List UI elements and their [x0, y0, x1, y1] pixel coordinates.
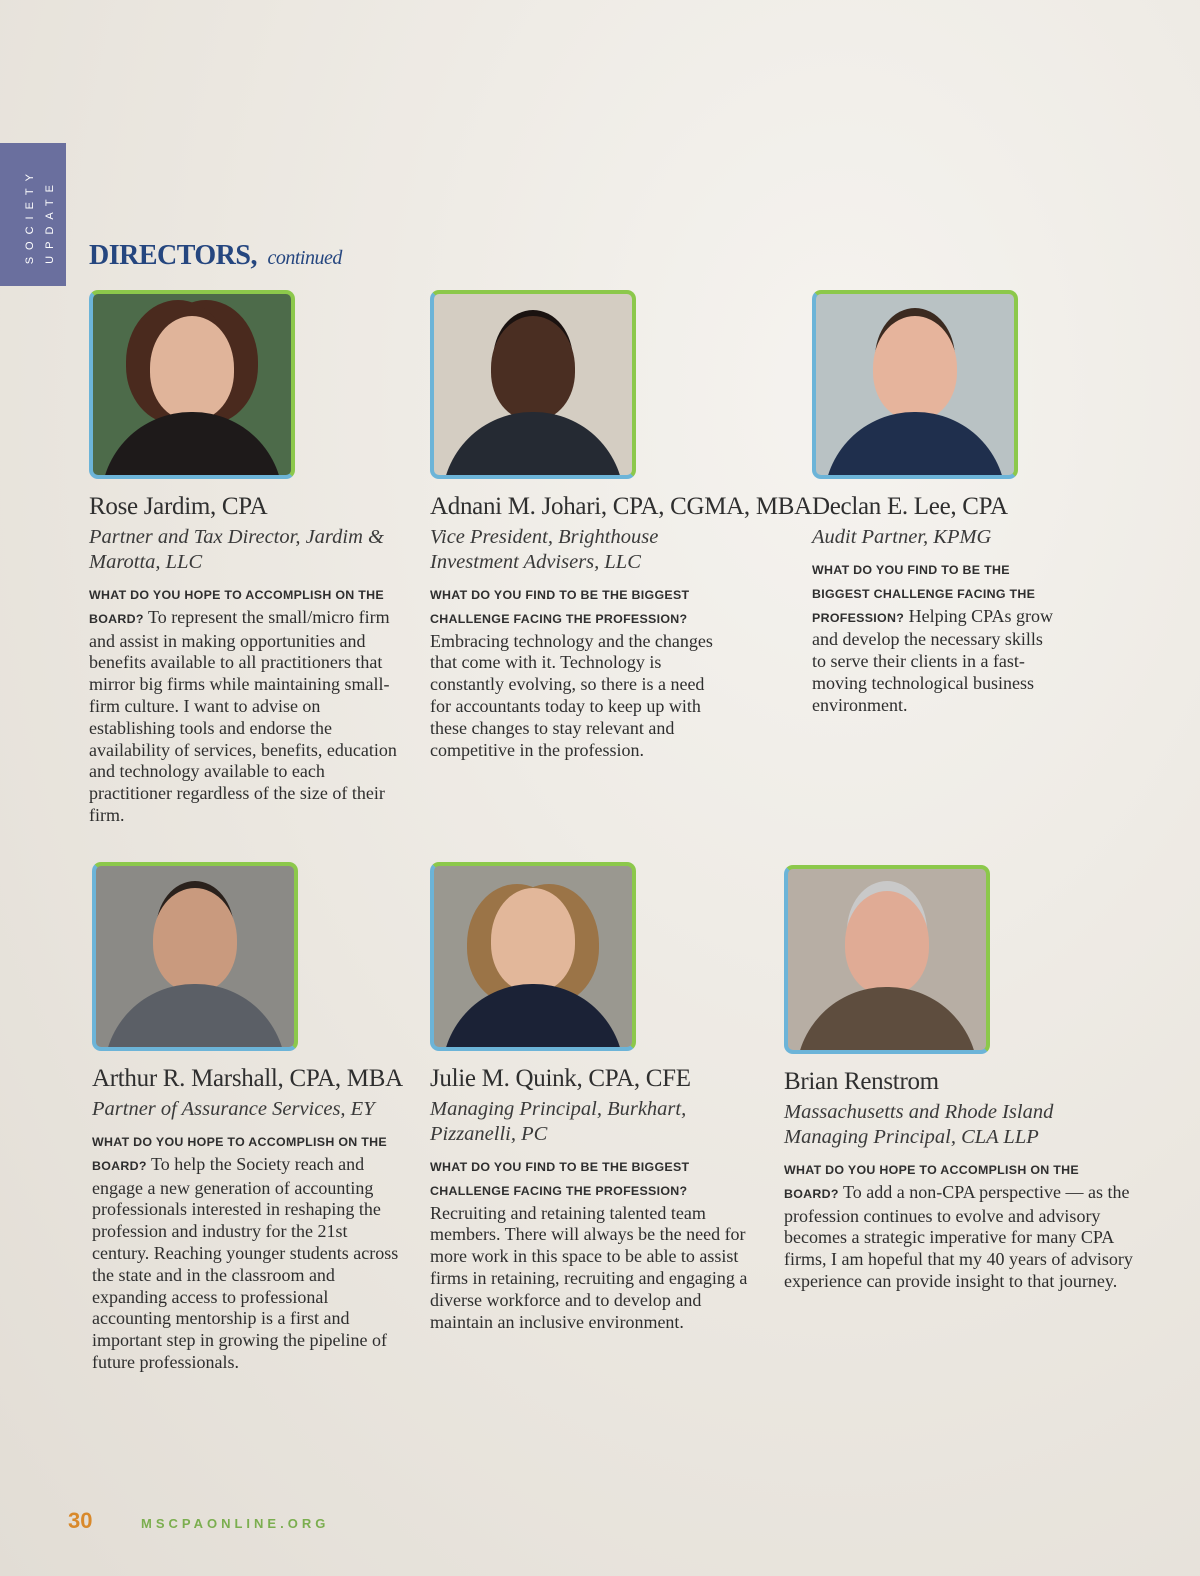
director-title: Vice President, Brighthouse Investment Advisers, LLC — [430, 526, 659, 573]
director-name: Julie M. Quink, CPA, CFE — [430, 1065, 691, 1092]
director-question: WHAT DO YOU HOPE TO ACCOMPLISH ON THE BOARD? — [784, 1163, 1079, 1201]
director-card-marshall — [92, 862, 408, 1374]
director-title: Audit Partner, KPMG — [812, 526, 992, 548]
director-card-renstrom — [784, 865, 1134, 1293]
section-tab — [0, 143, 66, 286]
director-answer: Recruiting and retaining talented team members. There will always be the need for more work in this space to be able to assist firms in retaining, recruiting and engaging a diverse workforce and to develop and maintain an inclusive environment. — [430, 1202, 748, 1332]
director-answer: Helping CPAs grow and develop the necessary skills to serve their clients in a fast-moving technological business environment. — [812, 605, 1053, 715]
director-answer: To represent the small/micro firm and assist in making opportunities and benefits available to all practitioners that mirror big firms while maintaining small-firm culture. I want to advise on establishing tools and endorse the availability of services, benefits, education and technology available to each practitioner regardless of the size of their firm. — [89, 606, 397, 825]
footer-website[interactable]: MSCPAONLINE.ORG — [141, 1516, 330, 1531]
director-question: WHAT DO YOU HOPE TO ACCOMPLISH ON THE BOARD? — [89, 588, 384, 626]
director-photo — [784, 865, 990, 1054]
director-card-johari — [430, 290, 812, 761]
director-question: WHAT DO YOU FIND TO BE THE BIGGEST CHALLENGE FACING THE PROFESSION? — [430, 1160, 690, 1198]
section-title — [89, 240, 342, 272]
director-photo — [430, 290, 636, 479]
director-name: Rose Jardim, CPA — [89, 493, 268, 520]
director-photo — [92, 862, 298, 1051]
director-bio — [89, 583, 407, 827]
director-question: WHAT DO YOU FIND TO BE THE BIGGEST CHALLENGE FACING THE PROFESSION? — [812, 563, 1036, 625]
director-name: Arthur R. Marshall, CPA, MBA — [92, 1065, 403, 1092]
section-title-text: DIRECTORS, — [89, 240, 257, 271]
director-answer: To help the Society reach and engage a new generation of accounting professionals interested in reshaping the profession and industry for the 21st century. Reaching younger students across the state and in the classroom and expanding access to professional accounting mentorship is a first and important step in growing the pipeline of future professionals. — [92, 1153, 399, 1372]
director-name: Declan E. Lee, CPA — [812, 493, 1008, 520]
director-question: WHAT DO YOU HOPE TO ACCOMPLISH ON THE BOARD? — [92, 1135, 387, 1173]
director-card-lee — [812, 290, 1060, 717]
director-bio — [92, 1130, 408, 1374]
director-card-jardim — [89, 290, 407, 827]
director-bio — [430, 1155, 750, 1333]
director-bio — [784, 1158, 1134, 1293]
director-photo — [89, 290, 295, 479]
director-title: Partner and Tax Director, Jardim & Marotta, LLC — [89, 526, 384, 573]
director-bio — [812, 558, 1060, 717]
director-photo — [430, 862, 636, 1051]
director-question: WHAT DO YOU FIND TO BE THE BIGGEST CHALLENGE FACING THE PROFESSION? — [430, 588, 690, 626]
director-answer: To add a non-CPA perspective — as the profession continues to evolve and advisory becomes a strategic imperative for many CPA firms, I am hopeful that my 40 years of advisory experience can provide insight to that journey. — [784, 1181, 1133, 1291]
director-card-quink — [430, 862, 750, 1333]
section-tab-line2: UPDATE — [44, 178, 56, 264]
page-number: 30 — [68, 1508, 93, 1533]
director-name: Adnani M. Johari, CPA, CGMA, MBA — [430, 493, 812, 520]
section-tab-line1: SOCIETY — [24, 166, 36, 264]
director-name: Brian Renstrom — [784, 1068, 939, 1095]
director-title: Massachusetts and Rhode Island Managing Principal, CLA LLP — [784, 1101, 1054, 1148]
director-photo — [812, 290, 1018, 479]
director-title: Managing Principal, Burkhart, Pizzanelli, PC — [430, 1098, 687, 1145]
director-title: Partner of Assurance Services, EY — [92, 1098, 375, 1120]
director-answer: Embracing technology and the changes that come with it. Technology is constantly evolving, so there is a need for accountants today to keep up with these changes to stay relevant and competitive in the profession. — [430, 630, 713, 760]
section-title-continued: continued — [267, 247, 342, 269]
director-bio — [430, 583, 722, 761]
